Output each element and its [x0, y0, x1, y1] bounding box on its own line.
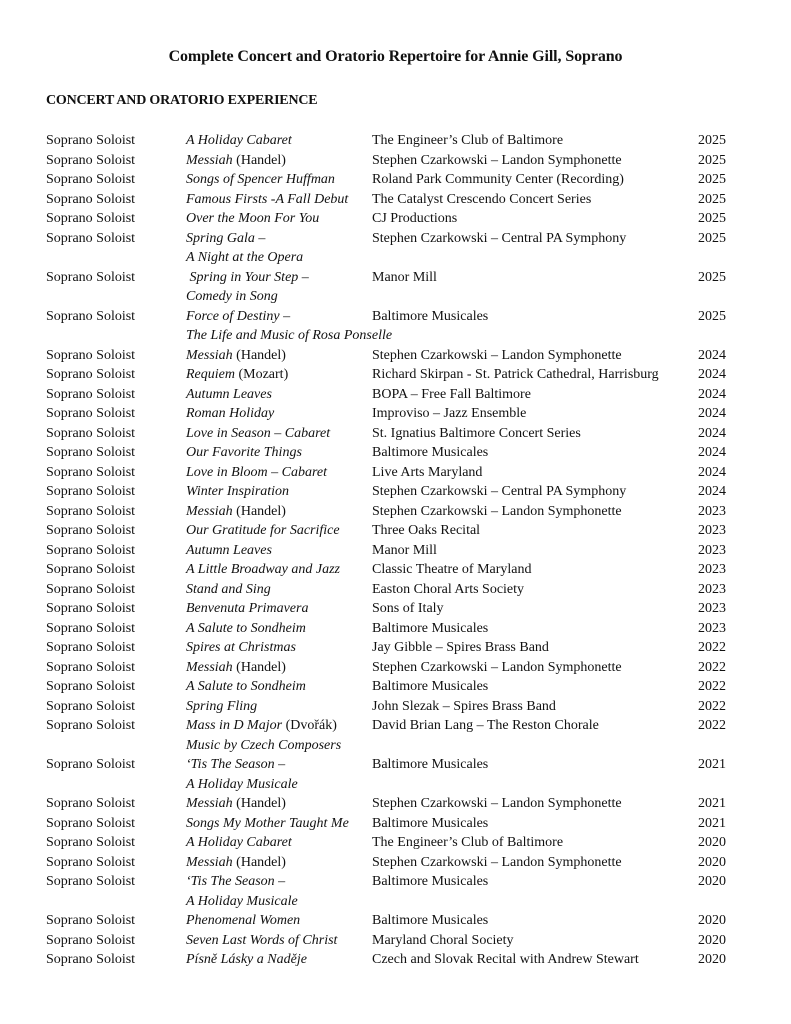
- repertoire-row: [0, 151, 791, 171]
- venue-cell: Baltimore Musicales: [372, 815, 489, 831]
- work-cell: [186, 814, 349, 834]
- role-cell: Soprano Soloist: [46, 952, 136, 967]
- work-cell: [186, 794, 286, 814]
- venue-cell: Three Oaks Recital: [372, 523, 481, 538]
- year-cell: 2025: [698, 269, 726, 285]
- role-cell: Soprano Soloist: [46, 562, 136, 577]
- venue-cell: Baltimore Musicales: [372, 874, 489, 889]
- role-cell: Soprano Soloist: [46, 601, 136, 616]
- role-cell: Soprano Soloist: [46, 620, 136, 636]
- year-cell: 2020: [698, 913, 726, 928]
- work-title: Spires at Christmas: [186, 640, 296, 655]
- role-cell: Soprano Soloist: [46, 815, 136, 831]
- work-title: Over the Moon For You: [186, 211, 320, 226]
- composer-note: (Handel): [232, 796, 286, 811]
- work-title: A Holiday Cabaret: [186, 835, 292, 850]
- work-cell: [186, 482, 289, 502]
- role-cell: Soprano Soloist: [46, 659, 136, 675]
- work-cell: [186, 346, 286, 366]
- work-cell: [186, 931, 337, 951]
- role-cell: Soprano Soloist: [46, 913, 136, 928]
- role-cell: Soprano Soloist: [46, 542, 136, 558]
- repertoire-row: [0, 365, 791, 385]
- work-cell: [186, 872, 298, 911]
- repertoire-row: [0, 619, 791, 639]
- repertoire-row: [0, 131, 791, 151]
- role-cell: Soprano Soloist: [46, 874, 136, 889]
- composer-note: (Handel): [232, 347, 286, 363]
- venue-cell: Manor Mill: [372, 542, 437, 558]
- venue-cell: Baltimore Musicales: [372, 445, 489, 460]
- role-cell: Soprano Soloist: [46, 406, 136, 421]
- work-cell: [186, 638, 296, 658]
- composer-note: (Handel): [232, 659, 286, 675]
- work-cell: [186, 853, 286, 873]
- work-title: ‘Tis The Season –: [186, 757, 286, 772]
- role-cell: Soprano Soloist: [46, 152, 136, 168]
- work-title: Roman Holiday: [186, 406, 275, 421]
- role-cell: Soprano Soloist: [46, 640, 136, 655]
- work-title: Our Favorite Things: [186, 445, 302, 460]
- composer-note: (Handel): [232, 854, 286, 870]
- work-title: Messiah: [186, 796, 233, 811]
- work-title: Messiah: [186, 854, 233, 870]
- work-cell: [186, 424, 330, 444]
- repertoire-row: [0, 580, 791, 600]
- work-title: A Little Broadway and Jazz: [186, 562, 340, 577]
- work-title: Messiah: [186, 347, 233, 363]
- venue-cell: Stephen Czarkowski – Landon Symphonette: [372, 503, 622, 519]
- venue-cell: BOPA – Free Fall Baltimore: [372, 386, 531, 402]
- venue-cell: Classic Theatre of Maryland: [372, 562, 532, 577]
- year-cell: 2023: [698, 562, 726, 577]
- composer-note: (Mozart): [234, 367, 289, 382]
- work-title: Messiah: [186, 659, 233, 675]
- venue-cell: Richard Skirpan - St. Patrick Cathedral, Harrisburg: [372, 367, 659, 382]
- work-title: Seven Last Words of Christ: [186, 932, 338, 948]
- repertoire-row: [0, 814, 791, 834]
- repertoire-row: [0, 385, 791, 405]
- role-cell: Soprano Soloist: [46, 698, 136, 714]
- repertoire-row: [0, 794, 791, 814]
- venue-cell: Maryland Choral Society: [372, 932, 514, 948]
- role-cell: Soprano Soloist: [46, 133, 136, 148]
- venue-cell: Stephen Czarkowski – Landon Symphonette: [372, 347, 622, 363]
- venue-cell: Czech and Slovak Recital with Andrew Stewart: [372, 952, 639, 967]
- year-cell: 2025: [698, 230, 726, 246]
- repertoire-row: [0, 463, 791, 483]
- work-cell: [186, 911, 300, 931]
- year-cell: 2020: [698, 932, 726, 948]
- work-title: A Holiday Cabaret: [186, 133, 292, 148]
- year-cell: 2021: [698, 815, 726, 831]
- year-cell: 2025: [698, 172, 726, 187]
- work-cell: [186, 697, 257, 717]
- work-title: Benvenuta Primavera: [186, 601, 309, 616]
- year-cell: 2025: [698, 211, 726, 226]
- venue-cell: Live Arts Maryland: [372, 464, 483, 480]
- work-cell: [186, 190, 348, 210]
- repertoire-row: [0, 697, 791, 717]
- work-title: Spring Gala –: [186, 230, 266, 246]
- work-cell: [186, 619, 306, 639]
- section-heading: CONCERT AND ORATORIO EXPERIENCE: [46, 93, 318, 108]
- work-title: A Salute to Sondheim: [186, 620, 306, 636]
- work-title: Písně Lásky a Naděje: [186, 952, 307, 967]
- repertoire-row: [0, 170, 791, 190]
- role-cell: Soprano Soloist: [46, 269, 136, 285]
- venue-cell: Improviso – Jazz Ensemble: [372, 406, 527, 421]
- work-title: Autumn Leaves: [186, 386, 272, 402]
- venue-cell: Easton Choral Arts Society: [372, 581, 525, 597]
- year-cell: 2024: [698, 445, 726, 460]
- repertoire-row: [0, 872, 791, 911]
- role-cell: Soprano Soloist: [46, 757, 136, 772]
- role-cell: Soprano Soloist: [46, 796, 136, 811]
- work-subtitle: A Night at the Opera: [186, 250, 304, 265]
- repertoire-row: [0, 833, 791, 853]
- work-title: Love in Bloom – Cabaret: [186, 464, 328, 480]
- work-cell: [186, 599, 308, 619]
- role-cell: Soprano Soloist: [46, 835, 136, 850]
- venue-cell: Stephen Czarkowski – Central PA Symphony: [372, 230, 627, 246]
- work-title: Stand and Sing: [186, 581, 271, 597]
- venue-cell: Baltimore Musicales: [372, 913, 489, 928]
- work-title: A Salute to Sondheim: [186, 679, 306, 694]
- year-cell: 2023: [698, 620, 726, 636]
- work-title: Songs My Mother Taught Me: [186, 815, 349, 831]
- role-cell: Soprano Soloist: [46, 484, 136, 499]
- work-title: Love in Season – Cabaret: [186, 425, 331, 441]
- venue-cell: David Brian Lang – The Reston Chorale: [372, 718, 599, 733]
- year-cell: 2024: [698, 347, 726, 363]
- work-subtitle: Comedy in Song: [186, 289, 278, 304]
- repertoire-row: [0, 677, 791, 697]
- work-title: Mass in D Major: [186, 718, 283, 733]
- document-title: Complete Concert and Oratorio Repertoire for Annie Gill, Soprano: [168, 48, 623, 65]
- work-cell: [186, 560, 340, 580]
- year-cell: 2024: [698, 484, 726, 499]
- venue-cell: St. Ignatius Baltimore Concert Series: [372, 425, 581, 441]
- role-cell: Soprano Soloist: [46, 172, 136, 187]
- work-cell: [186, 404, 274, 424]
- work-title: Spring in Your Step –: [186, 269, 309, 285]
- venue-cell: Stephen Czarkowski – Landon Symphonette: [372, 854, 622, 870]
- work-title: Messiah: [186, 152, 233, 168]
- work-cell: [186, 677, 306, 697]
- venue-cell: John Slezak – Spires Brass Band: [372, 698, 556, 714]
- work-subtitle: A Holiday Musicale: [186, 893, 298, 909]
- repertoire-list: [0, 131, 791, 970]
- role-cell: Soprano Soloist: [46, 230, 136, 246]
- venue-cell: Manor Mill: [372, 269, 437, 285]
- composer-note: (Handel): [232, 152, 286, 168]
- repertoire-row: [0, 502, 791, 522]
- venue-cell: The Catalyst Crescendo Concert Series: [372, 191, 592, 207]
- repertoire-row: [0, 229, 791, 268]
- composer-note: (Handel): [232, 503, 286, 519]
- work-cell: [186, 385, 272, 405]
- year-cell: 2022: [698, 698, 726, 714]
- work-cell: [186, 580, 271, 600]
- repertoire-row: [0, 638, 791, 658]
- venue-cell: Baltimore Musicales: [372, 757, 489, 772]
- year-cell: 2025: [698, 152, 726, 168]
- year-cell: 2023: [698, 523, 726, 538]
- repertoire-row: [0, 755, 791, 794]
- work-cell: [186, 365, 288, 385]
- work-title: Requiem: [186, 367, 235, 382]
- repertoire-row: [0, 268, 791, 307]
- role-cell: Soprano Soloist: [46, 581, 136, 597]
- role-cell: Soprano Soloist: [46, 347, 136, 363]
- year-cell: 2022: [698, 718, 726, 733]
- venue-cell: CJ Productions: [372, 211, 458, 226]
- repertoire-row: [0, 307, 791, 346]
- work-title: Famous Firsts -A Fall Debut: [186, 191, 349, 207]
- repertoire-row: [0, 599, 791, 619]
- repertoire-row: [0, 482, 791, 502]
- work-cell: [186, 521, 340, 541]
- work-subtitle: A Holiday Musicale: [186, 776, 298, 792]
- composer-note: (Dvořák): [282, 718, 337, 733]
- year-cell: 2022: [698, 659, 726, 675]
- role-cell: Soprano Soloist: [46, 679, 136, 694]
- work-cell: [186, 307, 392, 346]
- year-cell: 2023: [698, 581, 726, 597]
- role-cell: Soprano Soloist: [46, 445, 136, 460]
- year-cell: 2020: [698, 952, 726, 967]
- work-cell: [186, 209, 319, 229]
- role-cell: Soprano Soloist: [46, 718, 136, 733]
- role-cell: Soprano Soloist: [46, 523, 136, 538]
- venue-cell: Baltimore Musicales: [372, 679, 489, 694]
- repertoire-row: [0, 443, 791, 463]
- venue-cell: The Engineer’s Club of Baltimore: [372, 835, 564, 850]
- year-cell: 2020: [698, 874, 726, 889]
- work-cell: [186, 755, 298, 794]
- year-cell: 2024: [698, 367, 726, 382]
- work-cell: [186, 716, 341, 755]
- repertoire-row: [0, 404, 791, 424]
- work-cell: [186, 170, 335, 190]
- year-cell: 2025: [698, 191, 726, 207]
- role-cell: Soprano Soloist: [46, 308, 136, 324]
- work-title: Force of Destiny –: [186, 308, 291, 324]
- work-title: Songs of Spencer Huffman: [186, 172, 335, 187]
- year-cell: 2021: [698, 757, 726, 772]
- role-cell: Soprano Soloist: [46, 425, 136, 441]
- role-cell: Soprano Soloist: [46, 932, 136, 948]
- year-cell: 2022: [698, 640, 726, 655]
- role-cell: Soprano Soloist: [46, 854, 136, 870]
- work-cell: [186, 502, 286, 522]
- repertoire-row: [0, 209, 791, 229]
- venue-cell: Stephen Czarkowski – Central PA Symphony: [372, 484, 627, 499]
- year-cell: 2023: [698, 542, 726, 558]
- venue-cell: Baltimore Musicales: [372, 308, 489, 324]
- repertoire-row: [0, 541, 791, 561]
- role-cell: Soprano Soloist: [46, 503, 136, 519]
- year-cell: 2024: [698, 464, 726, 480]
- role-cell: Soprano Soloist: [46, 367, 136, 382]
- work-title: Phenomenal Women: [186, 913, 301, 928]
- venue-cell: Sons of Italy: [372, 601, 444, 616]
- year-cell: 2023: [698, 503, 726, 519]
- repertoire-row: [0, 424, 791, 444]
- repertoire-row: [0, 716, 791, 755]
- venue-cell: Stephen Czarkowski – Landon Symphonette: [372, 796, 622, 811]
- work-title: Our Gratitude for Sacrifice: [186, 523, 340, 538]
- repertoire-row: [0, 560, 791, 580]
- venue-cell: The Engineer’s Club of Baltimore: [372, 133, 564, 148]
- repertoire-row: [0, 190, 791, 210]
- year-cell: 2025: [698, 133, 726, 148]
- work-cell: [186, 950, 307, 970]
- year-cell: 2020: [698, 854, 726, 870]
- role-cell: Soprano Soloist: [46, 211, 136, 226]
- repertoire-row: [0, 853, 791, 873]
- work-subtitle: The Life and Music of Rosa Ponselle: [186, 328, 393, 343]
- venue-cell: Stephen Czarkowski – Landon Symphonette: [372, 152, 622, 168]
- work-cell: [186, 131, 292, 151]
- role-cell: Soprano Soloist: [46, 386, 136, 402]
- role-cell: Soprano Soloist: [46, 464, 136, 480]
- year-cell: 2023: [698, 601, 726, 616]
- repertoire-row: [0, 950, 791, 970]
- year-cell: 2024: [698, 386, 726, 402]
- venue-cell: Stephen Czarkowski – Landon Symphonette: [372, 659, 622, 675]
- repertoire-row: [0, 658, 791, 678]
- work-cell: [186, 658, 286, 678]
- year-cell: 2020: [698, 835, 726, 850]
- venue-cell: Roland Park Community Center (Recording): [372, 172, 624, 187]
- work-cell: [186, 268, 309, 307]
- year-cell: 2021: [698, 796, 726, 811]
- work-title: Spring Fling: [186, 698, 258, 714]
- work-cell: [186, 151, 286, 171]
- work-cell: [186, 463, 327, 483]
- venue-cell: Jay Gibble – Spires Brass Band: [372, 640, 549, 655]
- year-cell: 2024: [698, 406, 726, 421]
- role-cell: Soprano Soloist: [46, 191, 136, 207]
- work-cell: [186, 229, 303, 268]
- venue-cell: Baltimore Musicales: [372, 620, 489, 636]
- repertoire-row: [0, 521, 791, 541]
- work-title: Messiah: [186, 503, 233, 519]
- year-cell: 2024: [698, 425, 726, 441]
- work-title: ‘Tis The Season –: [186, 874, 286, 889]
- work-cell: [186, 541, 272, 561]
- work-title: Autumn Leaves: [186, 542, 272, 558]
- year-cell: 2025: [698, 308, 726, 324]
- work-cell: [186, 443, 302, 463]
- repertoire-row: [0, 911, 791, 931]
- work-cell: [186, 833, 292, 853]
- repertoire-row: [0, 931, 791, 951]
- year-cell: 2022: [698, 679, 726, 694]
- work-title: Winter Inspiration: [186, 484, 290, 499]
- repertoire-row: [0, 346, 791, 366]
- work-subtitle: Music by Czech Composers: [186, 737, 342, 753]
